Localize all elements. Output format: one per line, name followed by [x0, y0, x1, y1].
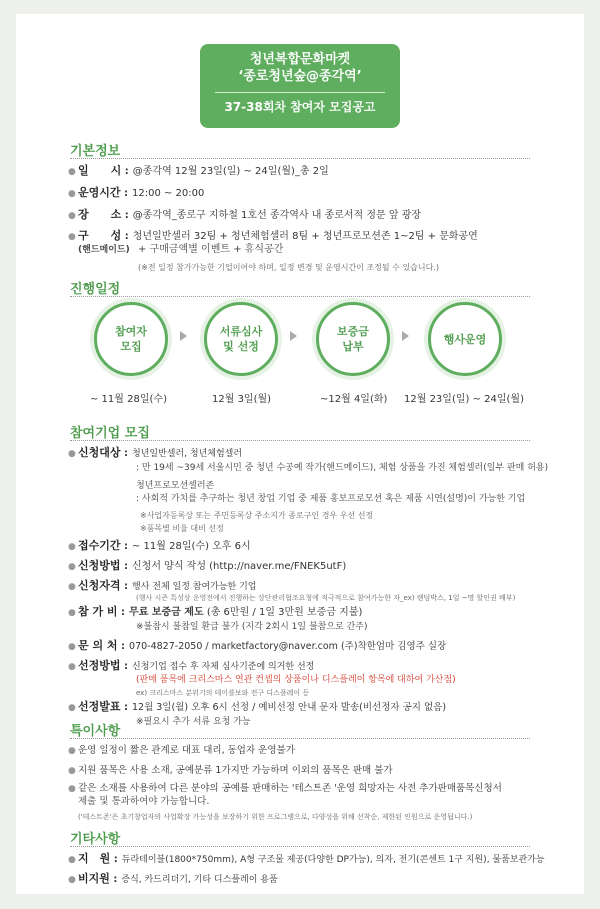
special-item: ● 지원 품목은 사용 소재, 공예분류 1가지만 가능하며 이외의 품목은 판매 불가 [68, 765, 393, 776]
title-divider [215, 92, 385, 93]
step-recruit-date: ~ 11월 28일(수) [90, 394, 167, 405]
basic-composition-row: ● 구 성 : 청년일반셀러 32팀 + 청년체험셀러 8팀 + 청년프로모션존 1~2팀 + 문화공연 [68, 229, 478, 242]
section-basic-title: 기본정보 [70, 144, 121, 159]
basic-hours-row: ● 운영시간 : 12:00 ~ 20:00 [68, 186, 205, 199]
recruit-target-row: ● 신청대상 : 청년일반셀러, 청년체험셀러 [68, 446, 243, 459]
composition-sub: (핸드메이드) [78, 245, 130, 255]
arrow-icon [290, 331, 297, 341]
arrow-icon [180, 331, 187, 341]
target-desc1: : 만 19세 ~39세 서울시민 중 청년 수공예 작가(핸드메이드), 체험 상품을 가진 체험셀러(일부 판매 허용) [136, 463, 549, 473]
target-promo: 청년프로모션셀러존 [136, 481, 215, 491]
recruit-selection-row: ● 선정방법 : 신청기업 접수 후 자체 심사기준에 의거한 선정 [68, 659, 315, 672]
special-item: ● 같은 소재를 사용하여 다른 분야의 공예를 판매하는 '테스트존 '운영 희망자는 사전 추가판매품목신청서 [68, 783, 502, 794]
etc-nonsupport-row: ● 비지원 : 증식, 카드리더기, 기타 디스플레이 용품 [68, 872, 278, 885]
target-desc2: : 사회적 가치를 추구하는 청년 창업 기업 중 제품 홍보프로모션 혹은 제품 시연(설명)이 가능한 기업 [136, 494, 526, 504]
recruit-announce-row: ● 선정발표 : 12월 3일(월) 오후 6시 선정 / 예비선정 안내 문자 발송(비선정자 공지 없음) [68, 700, 447, 713]
basic-place-row: ● 장 소 : @종각역_종로구 지하철 1호선 종각역사 내 종로서적 정문 앞 광장 [68, 208, 422, 221]
basic-note: (※전 일정 참가가능한 기업이어야 하며, 일정 변경 및 운영시간이 조정될 수 있습니다.) [138, 263, 440, 272]
recruit-fee-row: ● 참 가 비 : 무료 보증금 제도 (총 6만원 / 1일 3만원 보증금 지불) [68, 605, 363, 618]
divider [70, 738, 530, 739]
section-special-title: 특이사항 [70, 724, 121, 739]
special-note: ('테스트존'은 초기창업자의 사업확장 가능성을 보장하기 위한 프로그램으로, 다양성을 위해 선착순, 제한된 인원으로 운영됩니다.) [78, 813, 473, 821]
section-etc-title: 기타사항 [70, 832, 121, 847]
announce-note: ※필요시 추가 서류 요청 가능 [136, 717, 251, 727]
recruit-qual-row: ● 신청자격 : 행사 전체 일정 참여가능한 기업 [68, 579, 257, 592]
target-note1: ※사업자등록상 또는 주민등록상 주소지가 종로구인 경우 우선 선정 [140, 511, 374, 520]
basic-date-row: ● 일 시 : @종각역 12월 23일(일) ~ 24일(월)_총 2일 [68, 164, 329, 177]
step-review-date: 12월 3일(월) [212, 394, 272, 405]
title-banner [200, 44, 400, 128]
section-recruit-title: 참여기업 모집 [70, 426, 150, 441]
special-item: ● 운영 일정이 짧은 관계로 대표 대리, 동업자 운영불가 [68, 745, 295, 756]
section-schedule-title: 진행일정 [70, 282, 121, 297]
divider [70, 440, 530, 441]
recruit-period-row: ● 접수기간 : ~ 11월 28일(수) 오후 6시 [68, 539, 251, 552]
divider [70, 158, 530, 159]
composition-cont: + 구매금액별 이벤트 + 휴식공간 [138, 244, 284, 255]
selection-example: ex) 크리스마스 분위기의 테이블보와 전구 디스플레이 등 [136, 689, 310, 697]
divider [70, 846, 530, 847]
step-recruit: 참여자 모집 [94, 302, 168, 376]
etc-support-row: ● 지 원 : 듀라테이블(1800*750mm), A형 구조물 제공(다양한 DP가능), 의자, 전기(콘센트 1구 지원), 물품보관가능 [68, 852, 545, 865]
recruit-contact-row: ● 문 의 처 : 070-4827-2050 / marketfactory@naver.com (주)착한엄마 김영주 실장 [68, 639, 447, 652]
qual-note: (행사 시즌 특성상 운영전에서 진행하는 상단관리협조요청에 적극적으로 참여가능한 자_ex) 랜덤박스, 1일 ~명 할인권 배부) [136, 594, 516, 602]
step-event-date: 12월 23일(일) ~ 24일(월) [404, 394, 524, 405]
step-deposit-date: ~12월 4일(화) [320, 394, 388, 405]
step-review: 서류심사 및 선정 [204, 302, 278, 376]
recruit-method-row: ● 신청방법 : 신청서 양식 작성 (http://naver.me/FNEK5utF) [68, 559, 347, 572]
selection-bonus: (판매 품목에 크리스마스 연관 컨셉의 상품이나 디스플레이 항목에 대하여 가산점) [136, 675, 456, 685]
title-line2: ‘종로청년숲@종각역’ [238, 69, 362, 84]
special-item-cont: 제출 및 통과하여야 가능합니다. [78, 796, 210, 807]
title-line1: 청년복합문화마켓 [249, 52, 351, 67]
step-deposit: 보증금 납부 [316, 302, 390, 376]
divider [70, 296, 530, 297]
fee-note: ※불참시 불참일 환급 불가 (지각 2회시 1일 불참으로 간주) [136, 622, 368, 632]
step-event: 행사운영 [428, 302, 502, 376]
title-line3: 37-38회차 참여자 모집공고 [224, 100, 376, 114]
arrow-icon [402, 331, 409, 341]
target-note2: ※품목별 비율 대비 선정 [140, 524, 224, 533]
